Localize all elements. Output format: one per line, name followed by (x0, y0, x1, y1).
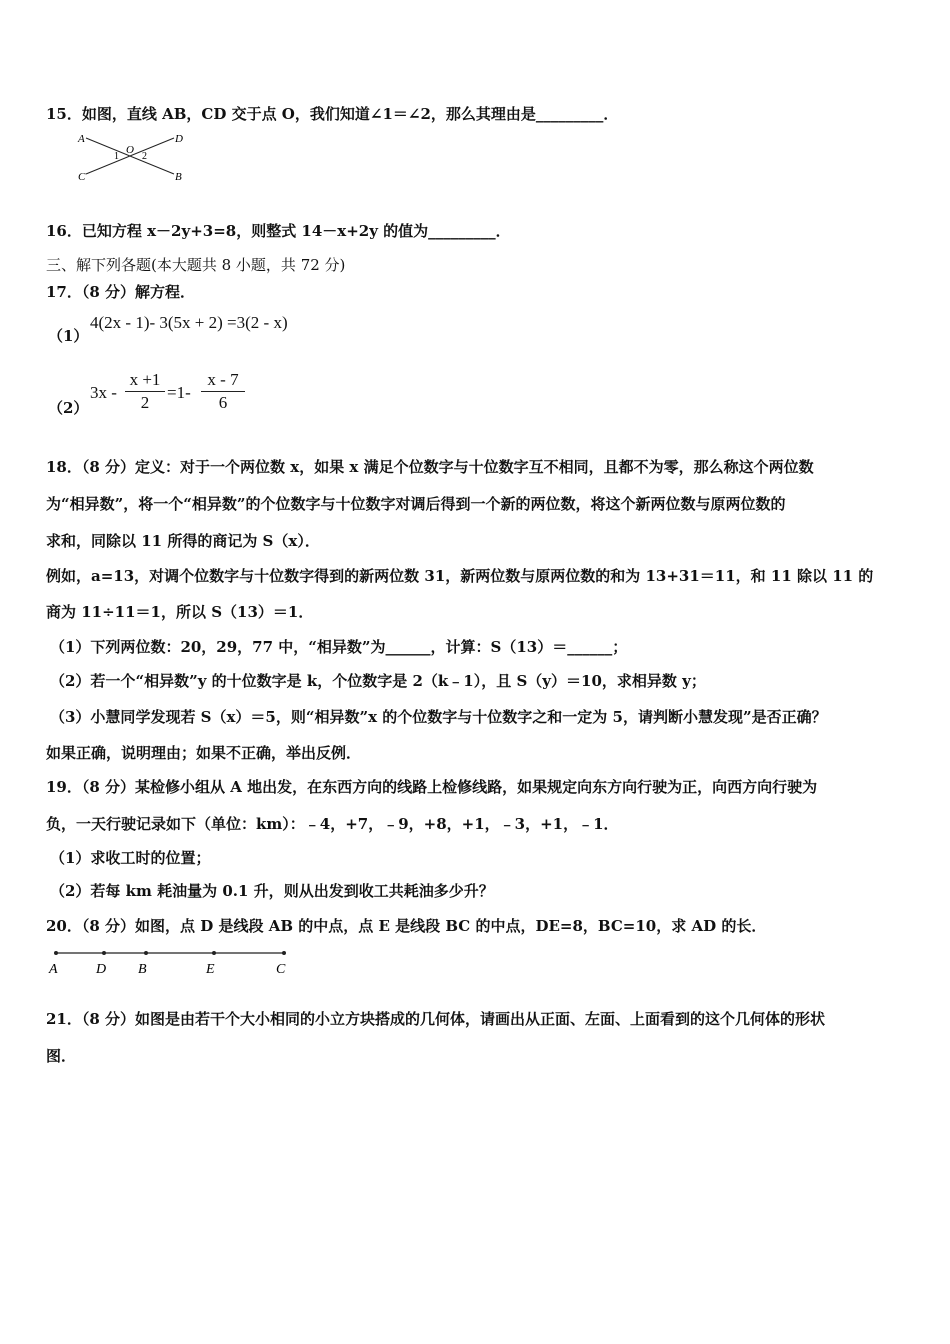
label-a: A (78, 133, 85, 145)
point-label-b: B (138, 962, 147, 977)
label-b: B (175, 171, 182, 183)
q21-line-1: 21．（8 分）如图是由若干个大小相同的小立方块搭成的几何体，请画出从正面、左面、上面看到的这个几何体的形状 (46, 1010, 826, 1028)
q17-text: 17．（8 分）解方程． (46, 283, 196, 301)
point-label-a: A (49, 962, 58, 977)
point-label-e: E (206, 962, 215, 977)
label-d: D (175, 133, 183, 145)
q17-fraction-2-numerator: x - 7 (207, 370, 239, 389)
q17-part1-label: （1） (48, 327, 89, 345)
q19-line-2: 负，一天行驶记录如下（单位：km）：﹣4，+7，﹣9，+8，+1，﹣3，+1，﹣1． (46, 815, 619, 833)
label-angle-2: 2 (142, 151, 147, 162)
section-heading: 三、解下列各题(本大题共 8 小题，共 72 分) (46, 256, 346, 274)
intersecting-lines-figure (74, 128, 194, 186)
q16-text: 16．已知方程 x－2y+3=8，则整式 14－x+2y 的值为_________． (46, 222, 511, 240)
q20-text: 20．（8 分）如图，点 D 是线段 AB 的中点，点 E 是线段 BC 的中点，DE=8，BC=10，求 AD 的长． (46, 917, 767, 935)
q19-line-1: 19．（8 分）某检修小组从 A 地出发，在东西方向的线路上检修线路，如果规定向东方向行驶为正，向西方向行驶为 (46, 778, 818, 796)
label-o: O (126, 144, 134, 156)
q18-part-2: （2）若一个“相异数”y 的十位数字是 k，个位数字是 2（k﹣1），且 S（y）＝10，求相异数 y； (50, 672, 706, 690)
point-label-c: C (276, 962, 286, 977)
q15-text: 15．如图，直线 AB，CD 交于点 O，我们知道∠1＝∠2，那么其理由是_________． (46, 105, 619, 123)
point-a (54, 951, 58, 955)
point-label-d: D (96, 962, 107, 977)
q21-line-2: 图． (46, 1047, 77, 1065)
q19-part-2: （2）若每 km 耗油量为 0.1 升，则从出发到收工共耗油多少升？ (50, 882, 494, 900)
q18-line-5: 商为 11÷11＝1，所以 S（13）＝1． (46, 603, 314, 621)
q17-part2-mid: =1- (167, 383, 191, 402)
label-c: C (78, 171, 86, 183)
q17-fraction-1-numerator: x +1 (129, 370, 161, 389)
q17-part2-lhs: 3x - (90, 383, 117, 402)
segment-figure (44, 944, 304, 978)
point-b (144, 951, 148, 955)
label-angle-1: 1 (114, 151, 119, 162)
q19-part-1: （1）求收工时的位置； (50, 849, 211, 867)
point-e (212, 951, 216, 955)
q17-fraction-2 (201, 370, 245, 413)
q18-part-3b: 如果正确，说明理由；如果不正确，举出反例． (46, 744, 362, 762)
q18-line-4: 例如，a=13，对调个位数字与十位数字得到的新两位数 31，新两位数与原两位数的和为 13+31＝11，和 11 除以 11 的 (46, 567, 874, 585)
point-d (102, 951, 106, 955)
q17-part2-label: （2） (48, 399, 89, 417)
q18-line-2: 为“相异数”，将一个“相异数”的个位数字与十位数字对调后得到一个新的两位数，将这个新两位数与原两位数的 (46, 495, 786, 513)
q18-part-1: （1）下列两位数：20，29，77 中，“相异数”为______，计算：S（13）＝______； (50, 638, 628, 656)
q17-part1-equation: 4(2x - 1)- 3(5x + 2) =3(2 - x) (90, 313, 288, 332)
q17-fraction-1 (125, 370, 165, 413)
q17-fraction-1-denominator: 2 (140, 393, 150, 412)
q18-line-1: 18．（8 分）定义：对于一个两位数 x，如果 x 满足个位数字与十位数字互不相同，且都不为零，那么称这个两位数 (46, 458, 814, 476)
q18-part-3a: （3）小慧同学发现若 S（x）＝5，则“相异数”x 的个位数字与十位数字之和一定为 5，请判断小慧发现”是否正确？ (50, 708, 827, 726)
point-c (282, 951, 286, 955)
q18-line-3: 求和，同除以 11 所得的商记为 S（x）． (46, 532, 320, 550)
q17-fraction-2-denominator: 6 (218, 393, 228, 412)
